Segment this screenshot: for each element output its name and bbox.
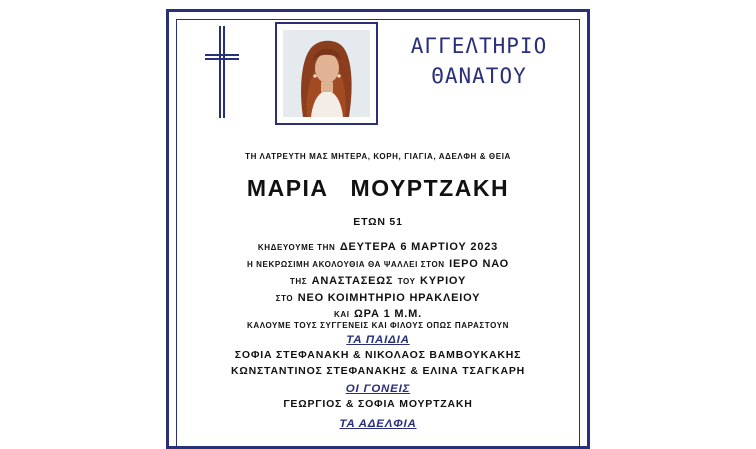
time-line [176, 304, 580, 322]
title-line-1: ΑΓΓΕΛΤΗΡΙΟ [410, 34, 548, 58]
invitation-text: ΚΑΛΟΥΜΕ ΤΟΥΣ ΣΥΓΓΕΝΕΙΣ ΚΑΙ ΦΙΛΟΥΣ ΟΠΩΣ ΠΑΡΑΣΤΟΥΝ [246, 321, 510, 330]
first-name: ΜΑΡΙΑ [246, 175, 329, 201]
funeral-date: ΔΕΥΤΕΡΑ 6 ΜΑΡΤΙΟΥ 2023 [339, 241, 499, 253]
children-line-2: ΚΩΝΣΤΑΝΤΙΝΟΣ ΣΤΕΦΑΝΑΚΗΣ & ΕΛΙΝΑ ΤΣΑΓΚΑΡΗ [230, 365, 526, 377]
children-line-1: ΣΟΦΙΑ ΣΤΕΦΑΝΑΚΗ & ΝΙΚΟΛΑΟΣ ΒΑΜΒΟΥΚΑΚΗΣ [234, 349, 522, 361]
time-prefix: ΚΑΙ [334, 310, 350, 319]
funeral-date-line [176, 237, 580, 255]
church-name-1: ΑΝΑΣΤΑΣΕΩΣ [311, 275, 394, 287]
cemetery-name: ΝΕΟ ΚΟΙΜΗΤΗΡΙΟ ΗΡΑΚΛΕΙΟΥ [297, 292, 481, 304]
time-value: ΩΡΑ 1 Μ.Μ. [354, 308, 422, 320]
portrait-frame [275, 22, 378, 125]
church-line [176, 271, 580, 289]
service-prefix: Η ΝΕΚΡΩΣΙΜΗ ΑΚΟΛΟΥΘΙΑ ΘΑ ΨΑΛΛΕΙ ΣΤΟΝ [246, 260, 445, 269]
parents-line: ΓΕΩΡΓΙΟΣ & ΣΟΦΙΑ ΜΟΥΡΤΖΑΚΗ [283, 398, 473, 410]
siblings-heading: ΤΑ ΑΔΕΛΦΙΑ [339, 418, 417, 430]
deceased-name [176, 175, 580, 202]
church-of: ΤΗΣ [289, 277, 308, 286]
last-name: ΜΟΥΡΤΖΑΚΗ [350, 175, 510, 201]
church-of-2: ΤΟΥ [397, 277, 416, 286]
cemetery-prefix: ΣΤΟ [275, 294, 294, 303]
service-place: ΙΕΡΟ ΝΑΟ [449, 258, 510, 270]
intro-text: ΤΗ ΛΑΤΡΕΥΤΗ ΜΑΣ ΜΗΤΕΡΑ, ΚΟΡΗ, ΓΙΑΓΙΑ, ΑΔΕΛΦΗ & ΘΕΙΑ [245, 152, 511, 161]
portrait-photo [283, 30, 370, 117]
service-line [176, 254, 580, 272]
church-name-2: ΚΥΡΙΟΥ [420, 275, 467, 287]
age-text: ΕΤΩΝ 51 [353, 216, 403, 228]
funeral-prefix: ΚΗΔΕΥΟΥΜΕ ΤΗΝ [257, 243, 336, 252]
title-line-2: ΘΑΝΑΤΟΥ [431, 64, 527, 88]
cross-icon [204, 24, 240, 120]
parents-heading: ΟΙ ΓΟΝΕΙΣ [345, 383, 411, 395]
children-heading: ΤΑ ΠΑΙΔΙΑ [346, 334, 410, 346]
